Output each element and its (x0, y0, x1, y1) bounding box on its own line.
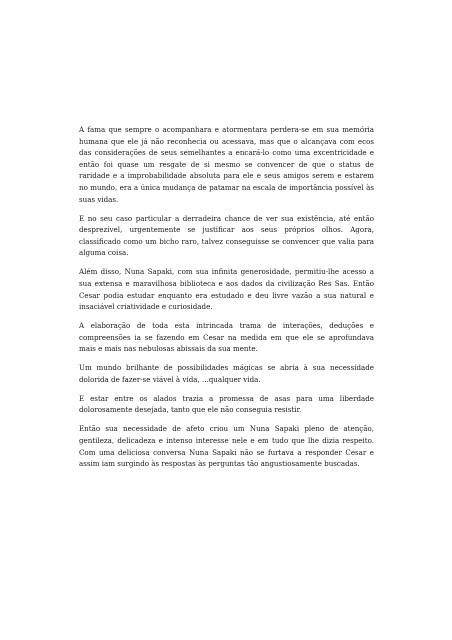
paragraph-1: A fama que sempre o acompanhara e atormentara perdera-se em sua memória humana que ele já não reconhecia ou acessava, mas que o alcançava com ecos das considerações de seus semelhantes a encará-lo como uma excentricidade e então foi quase um resgate de si mesmo se convencer de que o status de raridade e a improbabilidade absoluta para ele e seus amigos serem e estarem no mundo, era a única mudança de patamar na escala de importância possível às suas vidas. (79, 125, 374, 204)
paragraph-6: E estar entre os alados trazia a promessa de asas para uma liberdade dolorosamente desejada, tanto que ele não conseguia resistir. (79, 393, 374, 415)
paragraph-3: Além disso, Nuna Sapaki, com sua infinita generosidade, permitiu-lhe acesso a sua extensa e maravilhosa biblioteca e aos dados da civilização Res Sas. Então Cesar podia estudar enquanto era estudado e deu livre vazão a sua natural e insaciável criatividade e curiosidade. (79, 267, 374, 312)
paragraph-5: Um mundo brilhante de possibilidades mágicas se abria à sua necessidade dolorida de fazer-se viável à vida, ...qualquer vida. (79, 363, 374, 384)
body-text (79, 124, 374, 477)
paragraph-4: A elaboração de toda esta intrincada trama de interações, deduções e compreensões ia se fazendo em Cesar na medida em que ele se aprofundava mais e mais nas nebulosas abissais da sua mente. (79, 321, 374, 354)
paragraph-2: E no seu caso particular a derradeira chance de ver sua existência, até então desprezível, urgentemente se justificar aos seus próprios olhos. Agora, classificado como um bicho raro, talvez conseguisse se convencer que valia para alguma coisa. (79, 213, 374, 258)
paragraph-7: Então sua necessidade de afeto criou um Nuna Sapaki pleno de atenção, gentileza, delicadeza e intenso interesse nele e em tudo que lhe dizia respeito. Com uma deliciosa conversa Nuna Sapaki não se furtava a responder Cesar e assim iam surgindo às respostas às perguntas tão angustiosamente buscadas. (79, 424, 374, 469)
